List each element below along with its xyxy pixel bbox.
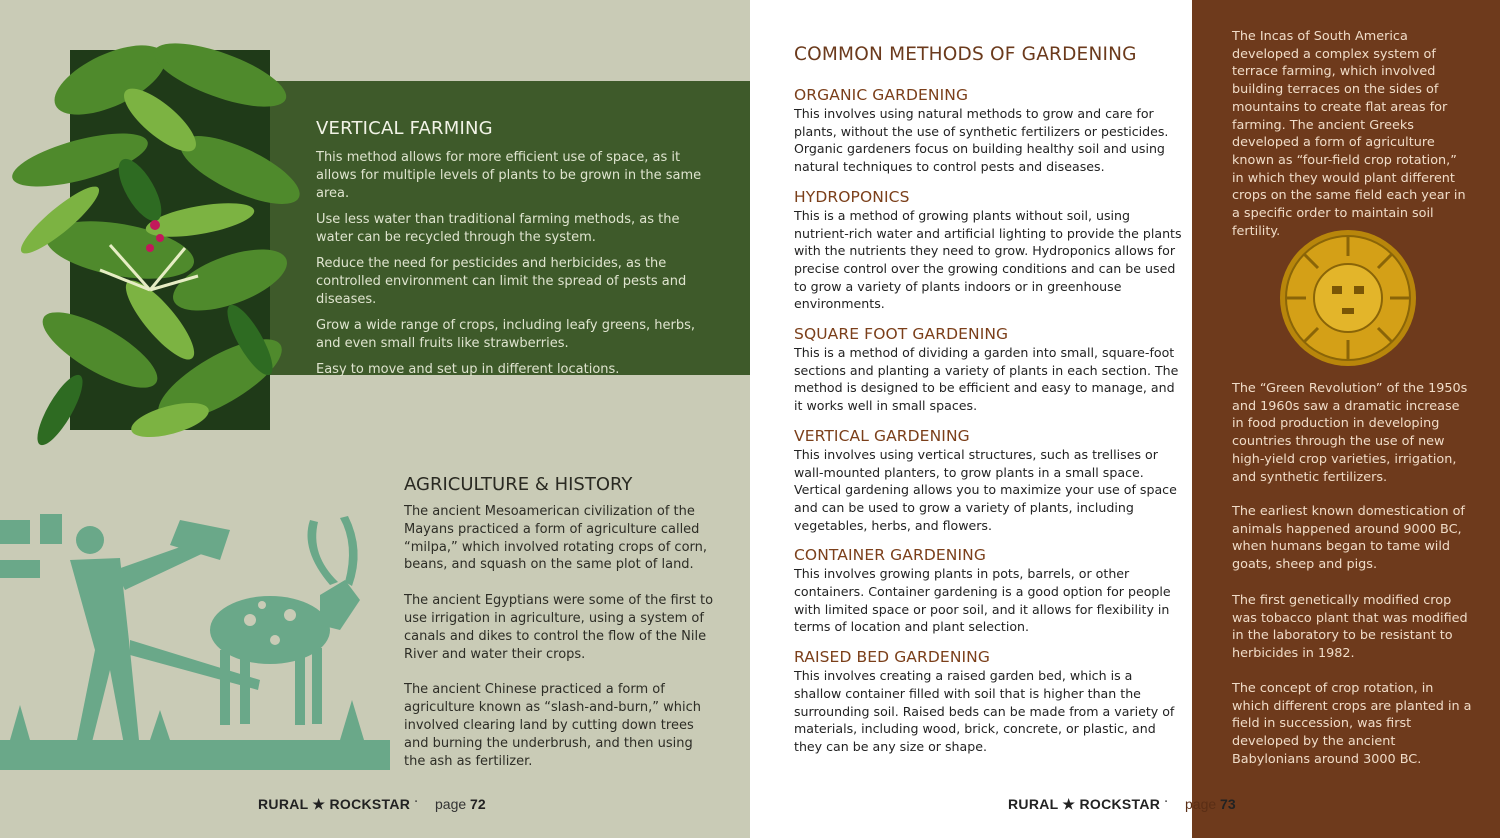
method-heading: VERTICAL GARDENING [794, 426, 970, 445]
method-square-foot [794, 325, 1182, 415]
fact-text: The first genetically modified crop was tobacco plant that was modified in the laboratory to be resistant to herbicides in 1982. [1232, 593, 1468, 662]
vertical-farming-list [316, 149, 716, 387]
footer-brand: RURAL ★ ROCKSTAR [258, 796, 411, 812]
method-vertical [794, 427, 1182, 535]
agriculture-history-text [404, 503, 714, 788]
method-text: This is a method of growing plants without soil, using nutrient-rich water and artificial lighting to provide the plants with the nutrients they need to grow. Hydroponics allows for precise control over the growing conditions and can be used to grow a variety of plants indoors or in greenhouse environments. [794, 207, 1182, 312]
list-item: Easy to move and set up in different locations. [316, 362, 620, 377]
facts-sidebar [1185, 0, 1500, 838]
method-hydroponics [794, 188, 1182, 313]
gardening-methods-page [750, 0, 1192, 838]
list-item: This method allows for more efficient use of space, as it allows for multiple levels of plants to be grown in the same area. [316, 150, 702, 201]
method-text: This involves creating a raised garden bed, which is a shallow container filled with soil that is higher than the surrounding soil. Raised beds can be made from a variety of materials, including wood, brick, concrete, or plastic, and they can be any size or shape. [794, 668, 1175, 754]
page-title: COMMON METHODS OF GARDENING [794, 44, 1137, 65]
method-text: This involves growing plants in pots, barrels, or other containers. Container gardening is a good option for people with limited space or poor soil, and it allows for flexibility in terms of location and plant selection. [794, 566, 1171, 635]
footer-separator: · [1164, 795, 1169, 810]
agriculture-history-title: AGRICULTURE & HISTORY [404, 474, 633, 495]
method-organic [794, 86, 1182, 176]
method-heading: CONTAINER GARDENING [794, 546, 986, 565]
fact-text: The concept of crop rotation, in which different crops are planted in a field in succession, was first developed by the ancient Babylonians around 3000 BC. [1232, 681, 1472, 767]
method-raised-bed [794, 648, 1182, 756]
gardening-methods-list [794, 86, 1182, 768]
fact-text: The earliest known domestication of animals happened around 9000 BC, when humans began to tame wild goats, sheep and pigs. [1232, 504, 1465, 573]
footer-brand: RURAL ★ ROCKSTAR [1008, 796, 1161, 812]
history-paragraph: The ancient Egyptians were some of the first to use irrigation in agriculture, using a system of canals and dikes to control the flow of the Nile River and water their crops. [404, 593, 714, 662]
page-number: page 72 [435, 796, 486, 812]
list-item: Grow a wide range of crops, including leafy greens, herbs, and even small fruits like strawberries. [316, 318, 696, 351]
method-heading: ORGANIC GARDENING [794, 86, 969, 104]
list-item: Use less water than traditional farming methods, as the water can be recycled through the system. [316, 212, 680, 245]
page-number: page 73 [1185, 796, 1236, 812]
egyptian-plowing-illustration [0, 500, 390, 770]
method-heading: RAISED BED GARDENING [794, 648, 990, 667]
fact-text: The Incas of South America developed a complex system of terrace farming, which involved building terraces on the sides of mountains to create flat areas for farming. The ancient Greeks developed a form of agriculture known as “four-field crop rotation,” in which they would plant different crops on the same field each year in a specific order to maintain soil fertility. [1232, 29, 1466, 239]
fact-text: The “Green Revolution” of the 1950s and 1960s saw a dramatic increase in food production in developing countries through the use of new high-yield crop varieties, irrigation, and synthetic fertilizers. [1232, 381, 1468, 485]
method-text: This involves using vertical structures, such as trellises or wall-mounted planters, to grow plants in a small space. Vertical gardening allows you to maximize your use of space and can be used to grow a variety of plants, including vegetables, herbs, and flowers. [794, 446, 1177, 533]
inca-sun-medallion [1278, 228, 1418, 368]
method-container [794, 546, 1182, 636]
list-item: Reduce the need for pesticides and herbicides, as the controlled environment can limit the spread of pests and diseases. [316, 256, 687, 307]
footer-separator: · [414, 795, 419, 810]
vertical-farming-title: VERTICAL FARMING [316, 118, 493, 139]
method-text: This is a method of dividing a garden into small, square-foot sections and planting a variety of plants in each section. The method is designed to be efficient and easy to manage, and it works well in small spaces. [794, 345, 1179, 414]
method-text: This involves using natural methods to grow and care for plants, without the use of synthetic fertilizers or pesticides. Organic gardeners focus on building healthy soil and using natural techniques to control pests and diseases. [794, 106, 1169, 175]
method-heading: HYDROPONICS [794, 187, 910, 206]
history-paragraph: The ancient Chinese practiced a form of agriculture known as “slash-and-burn,” which involved clearing land by cutting down trees and burning the underbrush, and then using the ash as fertilizer. [404, 682, 701, 769]
vertical-garden-illustration [0, 20, 310, 460]
history-paragraph: The ancient Mesoamerican civilization of the Mayans practiced a form of agriculture called “milpa,” which involved rotating crops of corn, beans, and squash on the same plot of land. [404, 504, 708, 573]
method-heading: SQUARE FOOT GARDENING [794, 325, 1009, 344]
